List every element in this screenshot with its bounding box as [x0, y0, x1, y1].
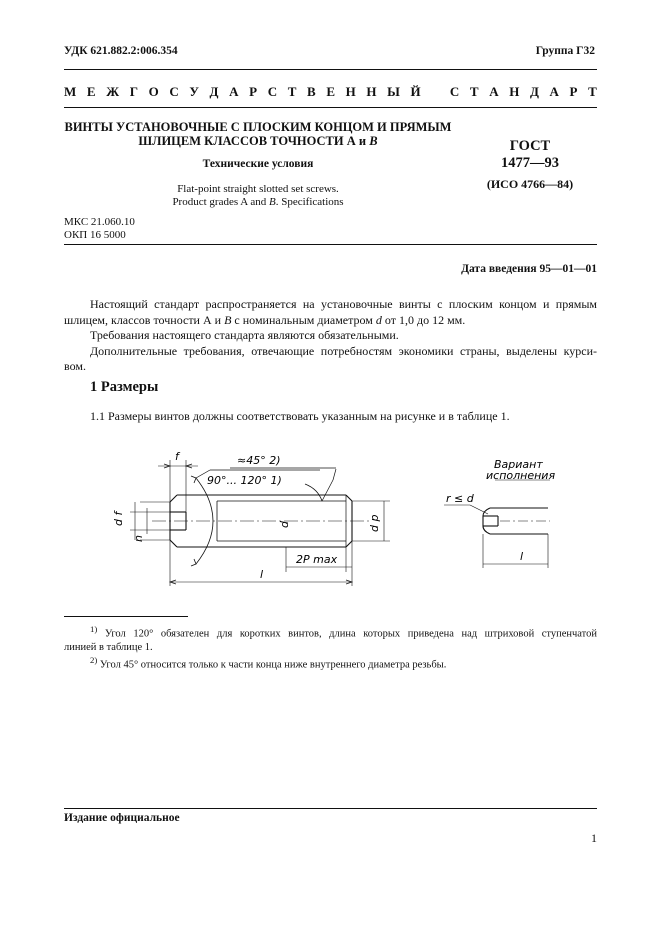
- r-label: r ≤ d: [446, 492, 474, 505]
- document-title: [62, 120, 454, 148]
- banner-letter: О: [148, 84, 159, 99]
- banner-letter: У: [189, 84, 199, 99]
- footnote-2-mark: 2): [90, 654, 98, 665]
- clause-1-1: 1.1 Размеры винтов должны соответствовать указанным на рисунке и в таблице 1.: [90, 409, 510, 423]
- banner-divider: [64, 107, 597, 108]
- variant-label-line-1: Вариант: [494, 458, 543, 471]
- gost-label: ГОСТ: [509, 138, 551, 154]
- 2p-max-label: 2P max: [296, 553, 338, 566]
- official-edition: Издание официальное: [64, 812, 180, 824]
- para-1-diameter-symbol: d: [375, 312, 382, 327]
- banner-letter: Н: [366, 84, 377, 99]
- title-line-2: [62, 134, 454, 148]
- english-line-2-a: Product grades A and: [172, 196, 269, 208]
- para-2: Требования настоящего стандарта являются обязательными.: [90, 328, 399, 342]
- title-line-2-grade: B: [369, 134, 378, 148]
- banner-letter: Р: [249, 84, 258, 99]
- variant-label-line-2: исполнения: [486, 469, 556, 482]
- para-1-text-a: шлицем, классов точности А и: [64, 312, 225, 327]
- mks-code: МКС 21.060.10: [64, 216, 135, 228]
- banner-letter: С: [267, 84, 278, 99]
- banner-letter: Т: [469, 84, 479, 99]
- banner-letter: С: [449, 84, 460, 99]
- title-line-2-text: ШЛИЦЕМ КЛАССОВ ТОЧНОСТИ А и: [138, 134, 370, 148]
- banner-letter: Н: [509, 84, 520, 99]
- english-title: [62, 183, 454, 209]
- banner-letter: Т: [588, 84, 597, 99]
- screw-drawing: [100, 446, 570, 596]
- footnotes: [64, 623, 597, 671]
- para-1-line-2: [64, 313, 597, 329]
- banner-letter: Ж: [106, 84, 120, 99]
- para-3-line-2: вом.: [64, 359, 86, 373]
- banner-letter: А: [489, 84, 499, 99]
- footnote-1-text-a: Угол 120° обязателен для коротких винтов, длина которых приведена над штриховой ступенчатой: [104, 628, 597, 640]
- banner-letter: Ы: [387, 84, 400, 99]
- banner-letter: М: [64, 84, 77, 99]
- english-title-line-1: Flat-point straight slotted set screws.: [177, 183, 339, 195]
- document-subtitle: Технические условия: [202, 158, 314, 170]
- gost-designation: [468, 138, 592, 172]
- angle-90-120-label: 90°... 120° 1): [207, 474, 282, 487]
- header-divider: [64, 69, 597, 70]
- para-1-line-1: Настоящий стандарт распространяется на установочные винты с плоским концом и прямым: [90, 297, 597, 311]
- english-line-2-c: . Specifications: [275, 196, 344, 208]
- banner-letter: [431, 84, 439, 100]
- banner-letter: В: [307, 84, 316, 99]
- f-label: f: [175, 450, 179, 463]
- okp-code: ОКП 16 5000: [64, 229, 126, 241]
- udc-code: УДК 621.882.2:006.354: [64, 45, 178, 57]
- title-line-1: ВИНТЫ УСТАНОВОЧНЫЕ С ПЛОСКИМ КОНЦОМ И ПРЯМЫМ: [64, 120, 452, 134]
- banner-letter: Р: [569, 84, 578, 99]
- para-3-line-1: Дополнительные требования, отвечающие потребностям экономики страны, выделены курси-: [90, 343, 597, 358]
- para-1-text-c: от 1,0 до 12 мм.: [381, 312, 466, 327]
- banner-letter: Е: [326, 84, 335, 99]
- standard-type-banner: [64, 84, 597, 100]
- intro-paragraphs: [64, 297, 597, 375]
- title-divider: [64, 244, 597, 245]
- banner-letter: Д: [529, 84, 539, 99]
- footnote-2-text: Угол 45° относится только к части конца ниже внутреннего диаметра резьбы.: [99, 659, 447, 670]
- footnote-1-line-2: линией в таблице 1.: [64, 641, 153, 653]
- footnote-2: [64, 654, 597, 672]
- footnote-1-mark: 1): [90, 624, 98, 634]
- english-title-line-2: [62, 196, 454, 209]
- group-code: Группа Г32: [535, 45, 595, 57]
- para-1-text-b: с номинальным диаметром: [231, 312, 376, 327]
- banner-letter: Д: [209, 84, 219, 99]
- english-line-2-grade: B: [268, 196, 276, 208]
- angle-45-label: ≈45° 2): [237, 454, 281, 467]
- classification-codes: [64, 216, 135, 242]
- dp-label: d p: [368, 514, 381, 532]
- gost-number: 1477—93: [501, 155, 559, 171]
- variant-l-label: l: [520, 550, 524, 563]
- banner-letter: Е: [86, 84, 96, 99]
- section-heading: 1 Размеры: [90, 379, 159, 395]
- footer-divider: [64, 808, 597, 809]
- para-1-grade: B: [224, 312, 232, 327]
- page-number: 1: [591, 831, 597, 845]
- footnote-1-line-1: [64, 623, 597, 641]
- banner-letter: Н: [345, 84, 356, 99]
- n-label: n: [132, 535, 145, 542]
- df-label: d f: [112, 511, 125, 526]
- banner-letter: С: [169, 84, 179, 99]
- banner-letter: Т: [287, 84, 297, 99]
- banner-letter: А: [229, 84, 239, 99]
- banner-letter: Г: [129, 84, 138, 99]
- footnote-divider: [64, 616, 188, 617]
- banner-letter: А: [549, 84, 559, 99]
- iso-designation: (ИСО 4766—84): [486, 177, 574, 191]
- d-label: d: [278, 521, 291, 528]
- introduction-date: Дата введения 95—01—01: [461, 263, 597, 275]
- banner-letter: Й: [410, 84, 421, 99]
- l-label: l: [260, 568, 264, 581]
